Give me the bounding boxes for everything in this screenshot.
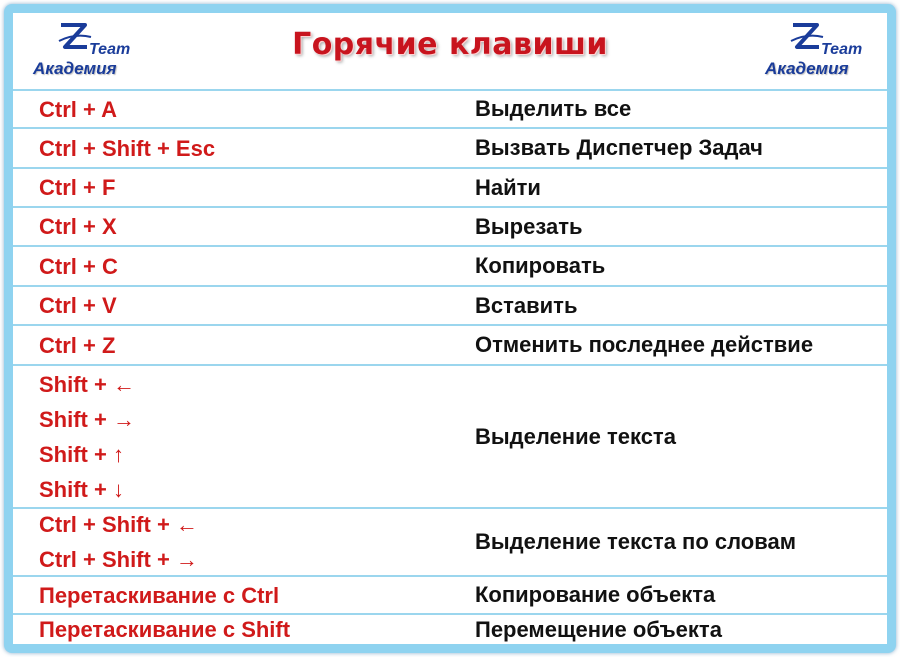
- table-row: [13, 206, 887, 245]
- keys-cell: [39, 509, 459, 575]
- table-row: [13, 245, 887, 285]
- key-combo: Shift + ↓: [39, 476, 124, 502]
- keys-cell: [39, 615, 459, 644]
- action-cell: Вырезать: [475, 213, 583, 239]
- table-row: [13, 89, 887, 127]
- key-combo: Ctrl + Shift + →: [39, 547, 198, 572]
- table-inner: [13, 13, 887, 644]
- action-cell: Выделить все: [475, 96, 632, 121]
- hotkeys-table: [13, 89, 887, 644]
- keys-cell: [39, 169, 459, 206]
- key-combo: Ctrl + X: [39, 214, 117, 239]
- key-combo: Перетаскивание с Shift: [39, 617, 291, 642]
- table-row: [13, 507, 887, 575]
- keys-cell: [39, 366, 459, 507]
- action-cell: Найти: [475, 174, 541, 200]
- key-combo: Ctrl + Shift + ←: [39, 512, 198, 537]
- action-cell: Вызвать Диспетчер Задач: [475, 135, 763, 160]
- action-cell: Перемещение объекта: [475, 616, 722, 642]
- logo-akademiya-text: Академия: [33, 59, 117, 78]
- keys-cell: [39, 129, 459, 167]
- table-row: [13, 575, 887, 613]
- table-row: [13, 324, 887, 364]
- keys-cell: [39, 91, 459, 127]
- header: [13, 13, 887, 89]
- key-combo: Ctrl + V: [39, 293, 117, 318]
- key-combo: Shift + ↑: [39, 441, 124, 467]
- page-title: Горячие клавиши: [292, 27, 608, 62]
- action-cell: Выделение текста: [475, 423, 676, 449]
- logo-akademiya-text: Академия: [765, 59, 849, 78]
- action-cell: Копирование объекта: [475, 582, 716, 607]
- table-row: [13, 167, 887, 206]
- key-combo: Shift + ←: [39, 371, 135, 397]
- key-combo: Ctrl + Shift + Esc: [39, 135, 216, 161]
- key-combo: Ctrl + A: [39, 96, 118, 122]
- key-combo: Ctrl + C: [39, 253, 118, 279]
- table-row: [13, 285, 887, 324]
- logo-right: [759, 19, 889, 83]
- table-frame: [4, 4, 896, 653]
- keys-cell: [39, 326, 459, 364]
- action-cell: Отменить последнее действие: [475, 332, 814, 357]
- action-cell: Копировать: [475, 253, 606, 278]
- logo-team-text: Team: [821, 41, 863, 58]
- key-combo: Перетаскивание с Ctrl: [39, 582, 280, 608]
- table-row: [13, 364, 887, 507]
- keys-cell: [39, 247, 459, 285]
- table-row: [13, 613, 887, 644]
- action-cell: Выделение текста по словам: [475, 529, 796, 554]
- key-combo: Shift + →: [39, 406, 135, 432]
- logo-team-text: Team: [89, 41, 131, 58]
- action-cell: Вставить: [475, 292, 578, 318]
- keys-cell: [39, 287, 459, 324]
- keys-cell: [39, 577, 459, 613]
- table-row: [13, 127, 887, 167]
- keys-cell: [39, 208, 459, 245]
- key-combo: Ctrl + Z: [39, 332, 116, 358]
- key-combo: Ctrl + F: [39, 175, 116, 200]
